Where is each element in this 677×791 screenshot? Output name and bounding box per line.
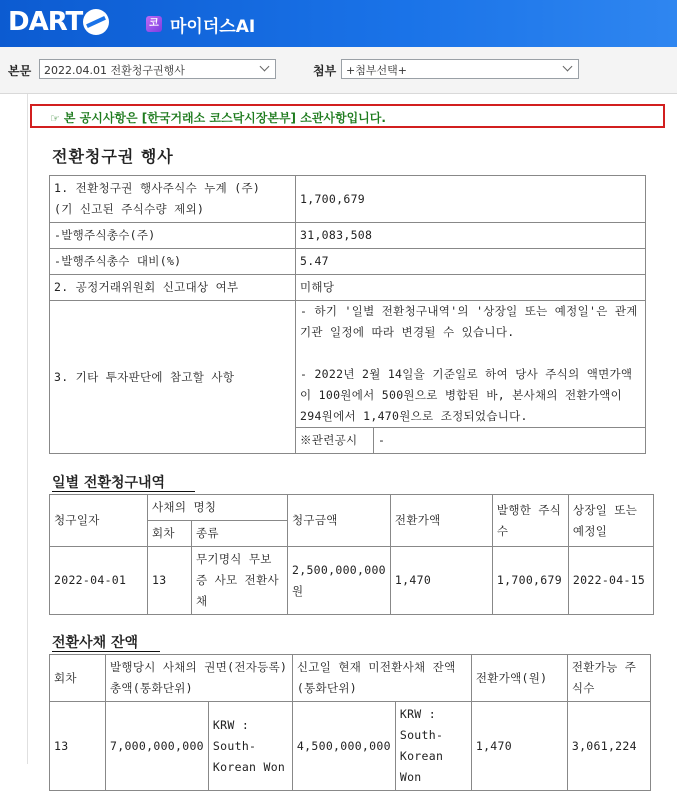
summary-label: -발행주식총수 대비(%) bbox=[50, 249, 296, 275]
cell-type: 무기명식 무보증 사모 전환사채 bbox=[192, 547, 288, 615]
main-select-value: 2022.04.01 전환청구권행사 bbox=[44, 64, 185, 77]
chevron-down-icon bbox=[563, 63, 572, 72]
table-row bbox=[50, 275, 646, 301]
col-header: 사채의 명칭 bbox=[148, 495, 288, 521]
dart-logo[interactable] bbox=[8, 6, 109, 38]
cell-series: 13 bbox=[50, 702, 106, 791]
related-value: - bbox=[374, 428, 646, 454]
ai-badge-icon[interactable]: 코 bbox=[146, 16, 162, 32]
table-row bbox=[50, 223, 646, 249]
col-header: 전환가액 bbox=[390, 495, 492, 547]
col-header: 청구금액 bbox=[288, 495, 391, 547]
summary-label: 1. 전환청구권 행사주식수 누계 (주) (기 신고된 주식수량 제외) bbox=[54, 181, 261, 216]
divider bbox=[27, 94, 28, 764]
summary-label: 3. 기타 투자판단에 참고할 사항 bbox=[50, 301, 296, 454]
col-header: 전환가능 주식수 bbox=[567, 655, 650, 702]
chevron-down-icon bbox=[260, 63, 269, 72]
cell-listing: 2022-04-15 bbox=[568, 547, 653, 615]
table-row bbox=[50, 547, 654, 615]
notice-text: 본 공시사항은 [한국거래소 코스닥시장본부] 소관사항입니다. bbox=[63, 111, 386, 125]
attach-label: 첨부 bbox=[313, 64, 337, 78]
col-header: 전환가액(원) bbox=[471, 655, 567, 702]
cell-price: 1,470 bbox=[471, 702, 567, 791]
summary-value: 미해당 bbox=[296, 275, 646, 301]
summary-label: -발행주식총수(주) bbox=[50, 223, 296, 249]
col-header: 발행당시 사채의 권면(전자등록)총액(통화단위) bbox=[106, 655, 293, 702]
cell-series: 13 bbox=[148, 547, 192, 615]
main-document-select[interactable] bbox=[39, 59, 276, 79]
summary-value: 1,700,679 bbox=[296, 176, 646, 223]
cell-issued: 1,700,679 bbox=[492, 547, 568, 615]
section-title-balance: 전환사채 잔액 bbox=[52, 635, 139, 651]
daily-conversion-table bbox=[49, 494, 654, 615]
col-header: 신고일 현재 미전환사채 잔액 (통화단위) bbox=[292, 655, 471, 702]
document-body bbox=[0, 94, 677, 784]
cell-amount: 2,500,000,000원 bbox=[288, 547, 391, 615]
logo-text: DART bbox=[8, 7, 83, 37]
logo-disc-icon bbox=[83, 9, 109, 35]
table-row bbox=[50, 249, 646, 275]
col-header: 회차 bbox=[50, 655, 106, 702]
attachment-select[interactable] bbox=[341, 59, 579, 79]
bond-balance-table bbox=[49, 654, 651, 791]
cell-convertible: 3,061,224 bbox=[567, 702, 650, 791]
cell-remaining-amount: 4,500,000,000 bbox=[292, 702, 395, 791]
col-header: 회차 bbox=[148, 521, 192, 547]
cell-date: 2022-04-01 bbox=[50, 547, 148, 615]
pointing-hand-icon: ☞ bbox=[50, 112, 60, 125]
table-header-row bbox=[50, 495, 654, 521]
summary-label-cell bbox=[50, 176, 296, 223]
summary-value: - 하기 '일별 전환청구내역'의 '상장일 또는 예정일'은 관계기관 일정에 따라 변경될 수 있습니다. - 2022년 2월 14일을 기준일로 하여 당사 주식의 액면가액이 100원에서 500원으로 병합된 바, 본사채의 전환가액이 294원에서 1,470원으로 조정되었습니다. bbox=[296, 301, 646, 428]
summary-value: 5.47 bbox=[296, 249, 646, 275]
table-row bbox=[50, 301, 646, 428]
divider bbox=[52, 651, 160, 652]
col-header: 상장일 또는 예정일 bbox=[568, 495, 653, 547]
related-label: ※관련공시 bbox=[296, 428, 374, 454]
page-title: 전환청구권 행사 bbox=[52, 147, 174, 166]
jurisdiction-notice bbox=[30, 104, 665, 128]
summary-label: 2. 공정거래위원회 신고대상 여부 bbox=[50, 275, 296, 301]
attach-select-value: +첨부선택+ bbox=[346, 64, 407, 77]
table-header-row bbox=[50, 655, 651, 702]
table-row bbox=[50, 702, 651, 791]
col-header: 청구일자 bbox=[50, 495, 148, 547]
ai-title[interactable]: 마이더스AI bbox=[170, 17, 256, 37]
col-header: 발행한 주식수 bbox=[492, 495, 568, 547]
col-header: 종류 bbox=[192, 521, 288, 547]
cell-face-amount: 7,000,000,000 bbox=[106, 702, 209, 791]
cell-face-currency: KRW : South-Korean Won bbox=[208, 702, 292, 791]
cell-price: 1,470 bbox=[390, 547, 492, 615]
summary-value: 31,083,508 bbox=[296, 223, 646, 249]
summary-table bbox=[49, 175, 646, 454]
divider bbox=[52, 491, 195, 492]
cell-remaining-currency: KRW : South-Korean Won bbox=[395, 702, 471, 791]
main-label: 본문 bbox=[8, 64, 32, 78]
table-row bbox=[50, 176, 646, 223]
document-selector-bar bbox=[0, 47, 677, 94]
section-title-daily: 일별 전환청구내역 bbox=[52, 475, 166, 491]
app-header bbox=[0, 0, 677, 47]
